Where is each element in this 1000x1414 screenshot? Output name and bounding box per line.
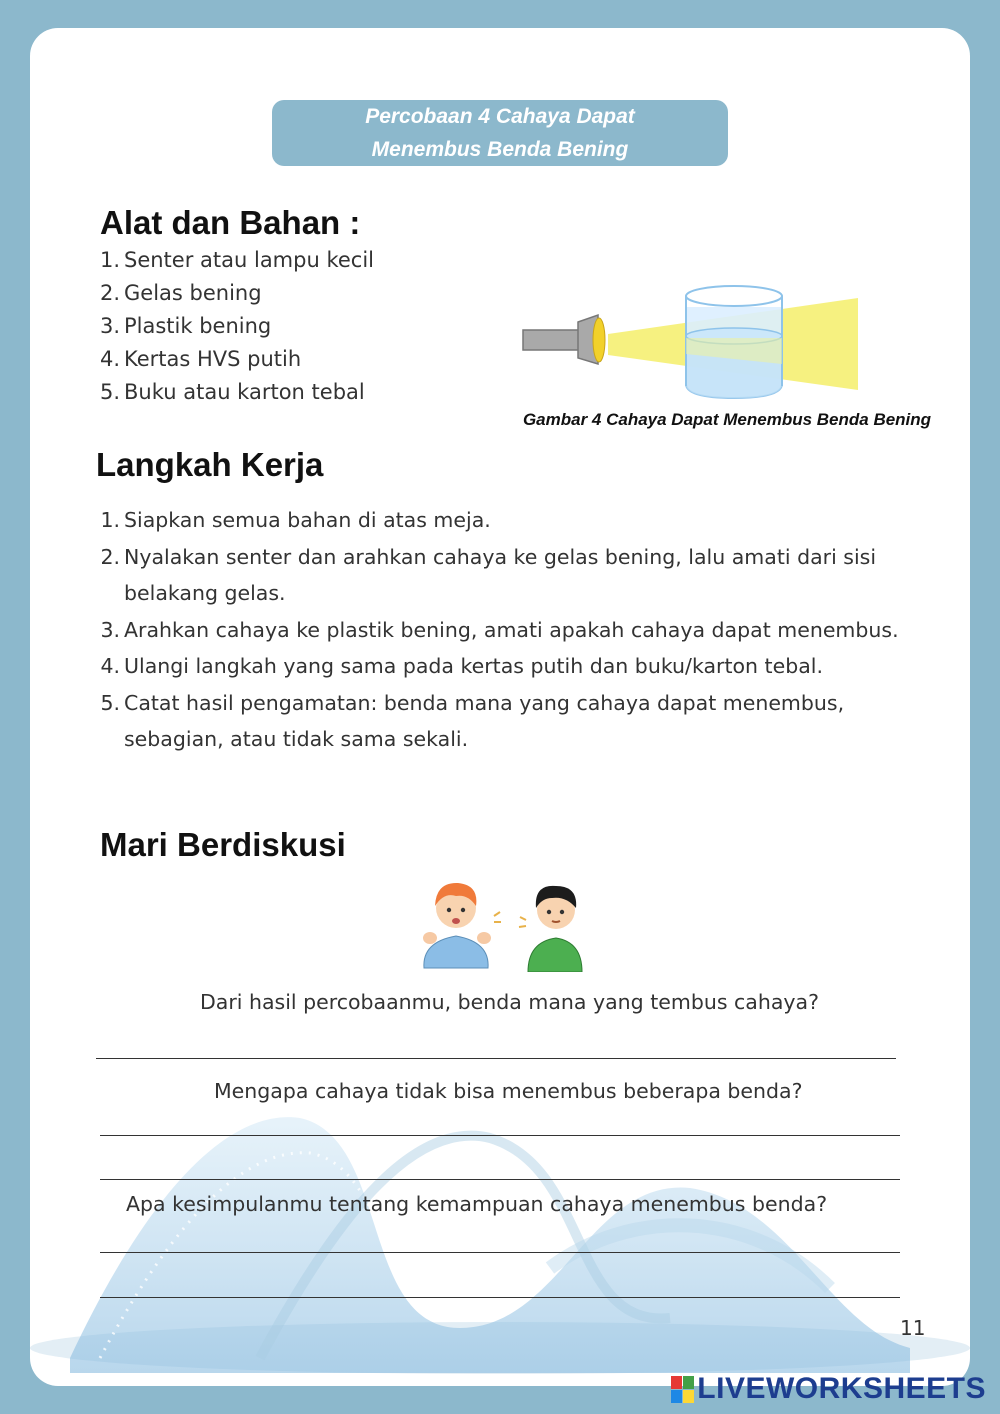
two-kids-talking-illustration: [416, 876, 586, 972]
list-item: 1. Senter atau lampu kecil: [99, 248, 375, 272]
question-2: Mengapa cahaya tidak bisa menembus beberapa benda?: [214, 1079, 803, 1103]
list-item: 3. Plastik bening: [99, 314, 272, 338]
liveworksheets-logo[interactable]: [671, 1372, 986, 1406]
answer-line-3[interactable]: [100, 1179, 900, 1180]
worksheet-page: [30, 28, 970, 1386]
answer-line-1[interactable]: [96, 1058, 896, 1059]
list-item: 5. Buku atau karton tebal: [99, 380, 365, 404]
figure-caption: Gambar 4 Cahaya Dapat Menembus Benda Bening: [522, 410, 932, 429]
answer-line-2[interactable]: [100, 1135, 900, 1136]
experiment-title: [272, 100, 728, 166]
title-line-1: Percobaan 4 Cahaya Dapat: [365, 105, 635, 128]
answer-line-4[interactable]: [100, 1252, 900, 1253]
tools-list: [86, 244, 374, 409]
discussion-heading: Mari Berdiskusi: [100, 826, 346, 863]
question-1: Dari hasil percobaanmu, benda mana yang tembus cahaya?: [200, 990, 819, 1014]
list-item: 3. Arahkan cahaya ke plastik bening, amati apakah cahaya dapat menembus.: [100, 617, 899, 642]
list-item: 5. Catat hasil pengamatan: benda mana yang cahaya dapat menembus, sebagian, atau tidak sama sekali.: [100, 690, 845, 751]
list-item: 4. Kertas HVS putih: [99, 347, 302, 371]
question-3: Apa kesimpulanmu tentang kemampuan cahaya menembus benda?: [126, 1192, 828, 1216]
answer-line-5[interactable]: [100, 1297, 900, 1298]
brand-icon: [671, 1376, 694, 1403]
steps-heading: Langkah Kerja: [96, 446, 324, 483]
title-line-2: Menembus Benda Bening: [371, 138, 629, 161]
page-number: 11: [900, 1316, 926, 1340]
list-item: 4. Ulangi langkah yang sama pada kertas putih dan buku/karton tebal.: [100, 654, 823, 678]
flashlight-glass-illustration: [520, 250, 870, 400]
tools-heading: Alat dan Bahan :: [100, 204, 361, 241]
list-item: 2. Nyalakan senter dan arahkan cahaya ke gelas bening, lalu amati dari sisi belakang gelas.: [100, 544, 877, 605]
brand-name: LIVEWORKSHEETS: [697, 1372, 986, 1405]
list-item: 1. Siapkan semua bahan di atas meja.: [100, 508, 491, 532]
list-item: 2. Gelas bening: [99, 281, 262, 305]
steps-list: [86, 502, 906, 758]
